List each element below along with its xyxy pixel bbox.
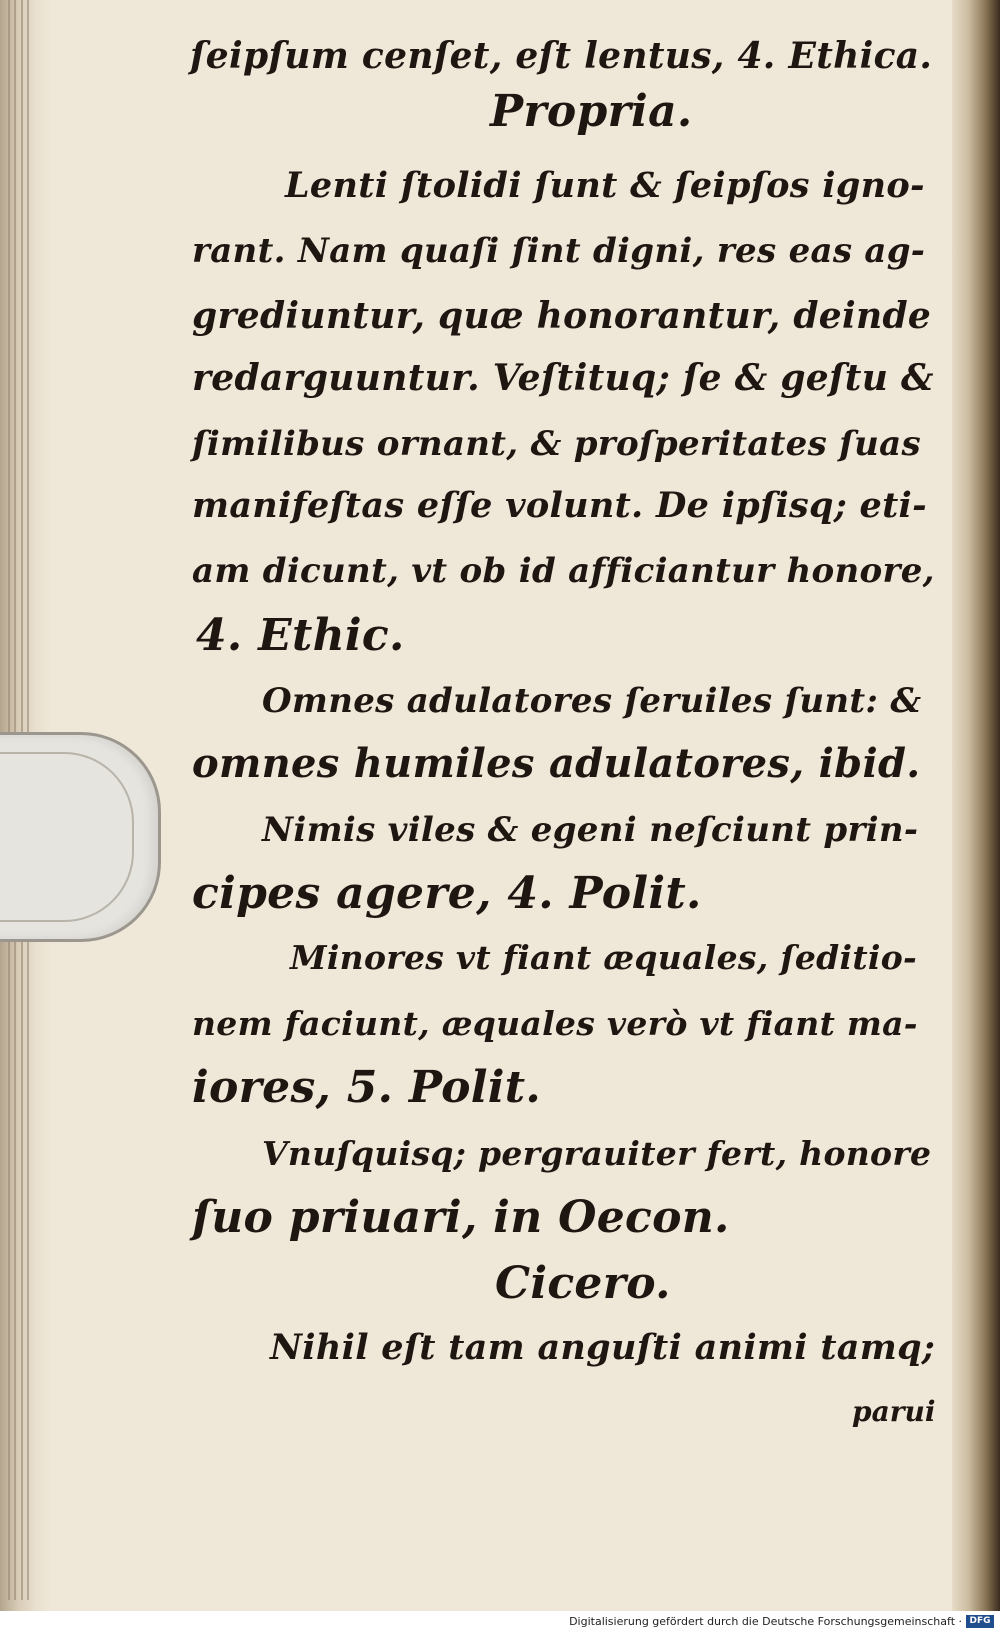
text-line: Minores vt fiant æquales, ſeditio- xyxy=(290,938,918,977)
text-line: Vnuſquisq; pergrauiter fert, honore xyxy=(262,1134,932,1173)
funding-credit: Digitalisierung gefördert durch die Deutsche Forschungsgemeinschaft · xyxy=(569,1615,962,1628)
text-line: Lenti ſtolidi ſunt & ſeipſos igno- xyxy=(285,165,925,206)
text-line: ſuo priuari, in Oecon. xyxy=(192,1192,730,1243)
text-line: iores, 5. Polit. xyxy=(192,1062,542,1113)
text-line: Nihil eſt tam anguſti animi tamq; xyxy=(270,1327,936,1368)
text-line: omnes humiles adulatores, ibid. xyxy=(192,740,921,787)
text-line: ſeipſum cenſet, eſt lentus, 4. Ethica. xyxy=(190,35,933,77)
text-line: am dicunt, vt ob id afficiantur honore, xyxy=(192,551,935,591)
text-line: nem faciunt, æquales verò vt fiant ma- xyxy=(192,1004,918,1043)
catchword: parui xyxy=(852,1395,936,1428)
text-line: 4. Ethic. xyxy=(196,610,405,661)
text-line: grediuntur, quæ honorantur, deinde xyxy=(192,295,932,337)
text-line: Nimis viles & egeni neſciunt prin- xyxy=(262,810,919,850)
text-line: cipes agere, 4. Polit. xyxy=(192,868,702,919)
text-line: manifeſtas eſſe volunt. De ipſisq; eti- xyxy=(192,485,927,526)
text-line: Omnes adulatores ſeruiles ſunt: & xyxy=(262,681,922,721)
text-line: ſimilibus ornant, & proſperitates ſuas xyxy=(192,424,921,464)
dfg-logo: DFG xyxy=(966,1615,994,1628)
digitization-footer xyxy=(0,1611,1000,1631)
text-line: Propria. xyxy=(490,86,693,137)
section-heading: Cicero. xyxy=(495,1258,671,1309)
text-line: rant. Nam quaſi ſint digni, res eas ag- xyxy=(192,231,926,271)
text-line: redarguuntur. Veſtituq; ſe & geſtu & xyxy=(192,357,934,399)
